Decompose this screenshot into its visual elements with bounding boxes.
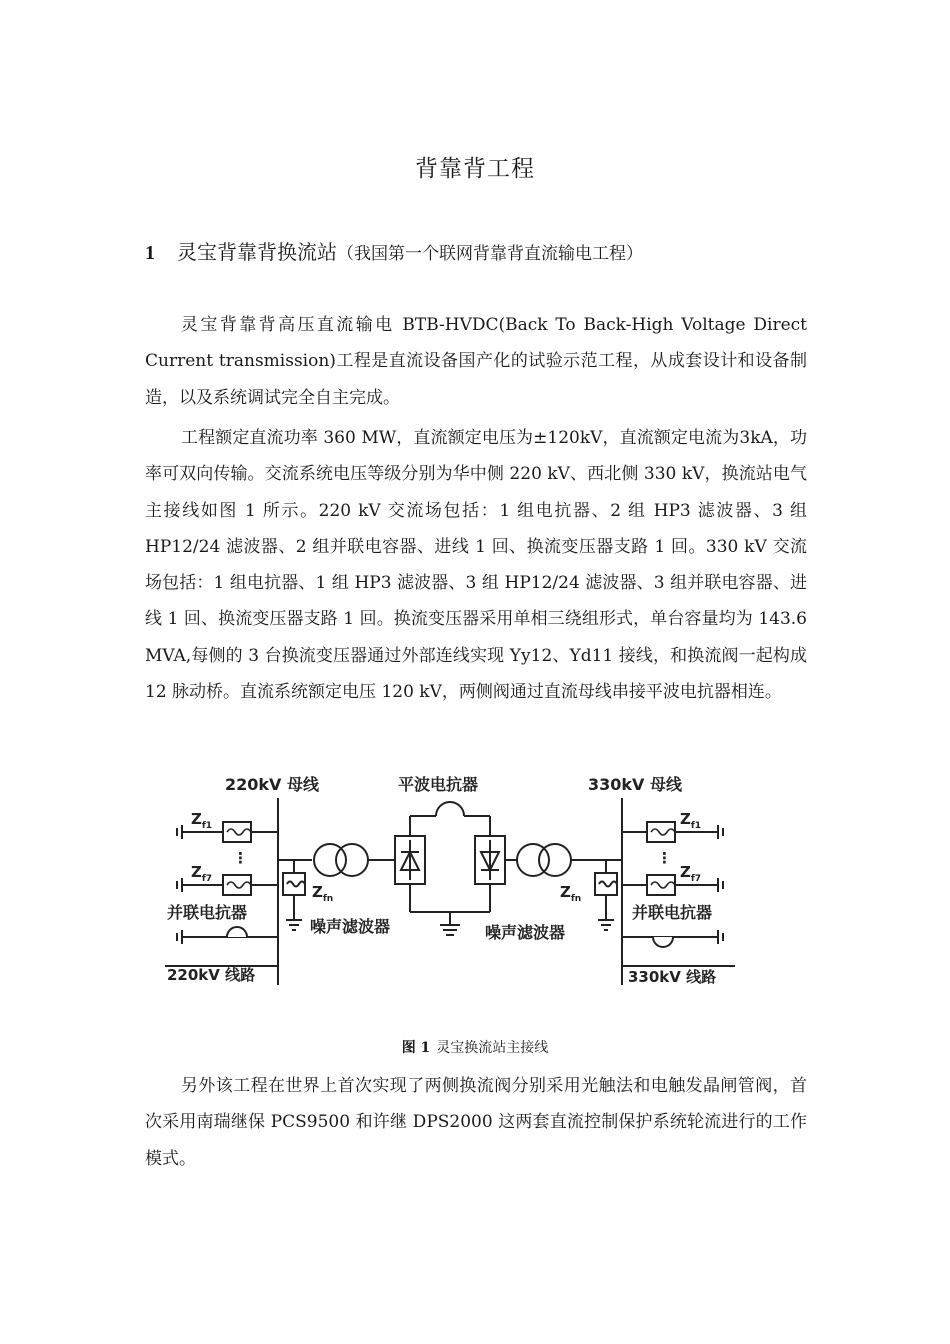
- main-wiring-diagram: [155, 770, 755, 995]
- bus-label-220kv: 220kV 母线: [225, 775, 319, 794]
- section-subtitle: （我国第一个联网背靠背直流输电工程）: [337, 244, 643, 264]
- shunt-reactor-right-label: 并联电抗器: [632, 903, 713, 922]
- caption-text: 灵宝换流站主接线: [436, 1040, 549, 1056]
- section-number: 1: [145, 242, 155, 264]
- section-title: 灵宝背靠背换流站: [177, 240, 337, 264]
- smoothing-reactor-label: 平波电抗器: [398, 775, 479, 794]
- zfn-right-label: $Z_{fn}$: [560, 883, 582, 904]
- zfn-left-label: $Z_{fn}$: [312, 883, 334, 904]
- paragraph-specs: 工程额定直流功率 360 MW，直流额定电压为±120kV，直流额定电流为3kA，功率可双向传输。交流系统电压等级分别为华中侧 220 kV、西北侧 330 kV，换流站电气主接线如图 1 所示。220 kV 交流场包括：1 组电抗器、2 组 HP3 滤波器、3 组 HP12/24 滤波器、2 组并联电容器、进线 1 回、换流变压器支路 1 回。330 kV 交流场包括：1 组电抗器、1 组 HP3 滤波器、3 组 HP12/24 滤波器、3 组并联电容器、进线 1 回、换流变压器支路 1 回。换流变压器采用单相三绕组形式，单台容量均为 143.6 MVA,每侧的 3 台换流变压器通过外部连线实现 Yy12、Yd11 接线，和换流阀一起构成 12 脉动桥。直流系统额定电压 120 kV，两侧阀通过直流母线串接平波电抗器相连。: [145, 428, 807, 703]
- noise-filter-right-label: 噪声滤波器: [485, 923, 566, 942]
- line-label-220kv: 220kV 线路: [167, 966, 256, 984]
- section-heading: [145, 236, 643, 265]
- page-title: 背靠背工程: [415, 156, 535, 182]
- dots-right: ⋮: [657, 849, 672, 867]
- zf1-right-label: $Z_{f1}$: [680, 810, 702, 831]
- noise-filter-left-label: 噪声滤波器: [310, 917, 391, 936]
- zf7-left-label: $Z_{f7}$: [191, 863, 213, 884]
- dots-left: ⋮: [233, 849, 248, 867]
- line-label-330kv: 330kV 线路: [628, 968, 717, 986]
- zf1-left-label: $Z_{f1}$: [191, 810, 213, 831]
- zf7-right-label: $Z_{f7}$: [680, 863, 702, 884]
- paragraph-closing: 另外该工程在世界上首次实现了两侧换流阀分别采用光触法和电触发晶闸管阀，首次采用南瑞继保 PCS9500 和许继 DPS2000 这两套直流控制保护系统轮流进行的工作模式。: [145, 1076, 807, 1169]
- bus-label-330kv: 330kV 母线: [588, 775, 682, 794]
- caption-label: 图 1: [401, 1040, 431, 1056]
- shunt-reactor-left-label: 并联电抗器: [167, 903, 248, 922]
- paragraph-intro: 灵宝背靠背高压直流输电 BTB-HVDC(Back To Back-High Voltage Direct Current transmission)工程是直流设备国产化的试验示范工程，从成套设计和设备制造，以及系统调试完全自主完成。: [145, 315, 807, 408]
- figure-caption: [0, 1037, 950, 1057]
